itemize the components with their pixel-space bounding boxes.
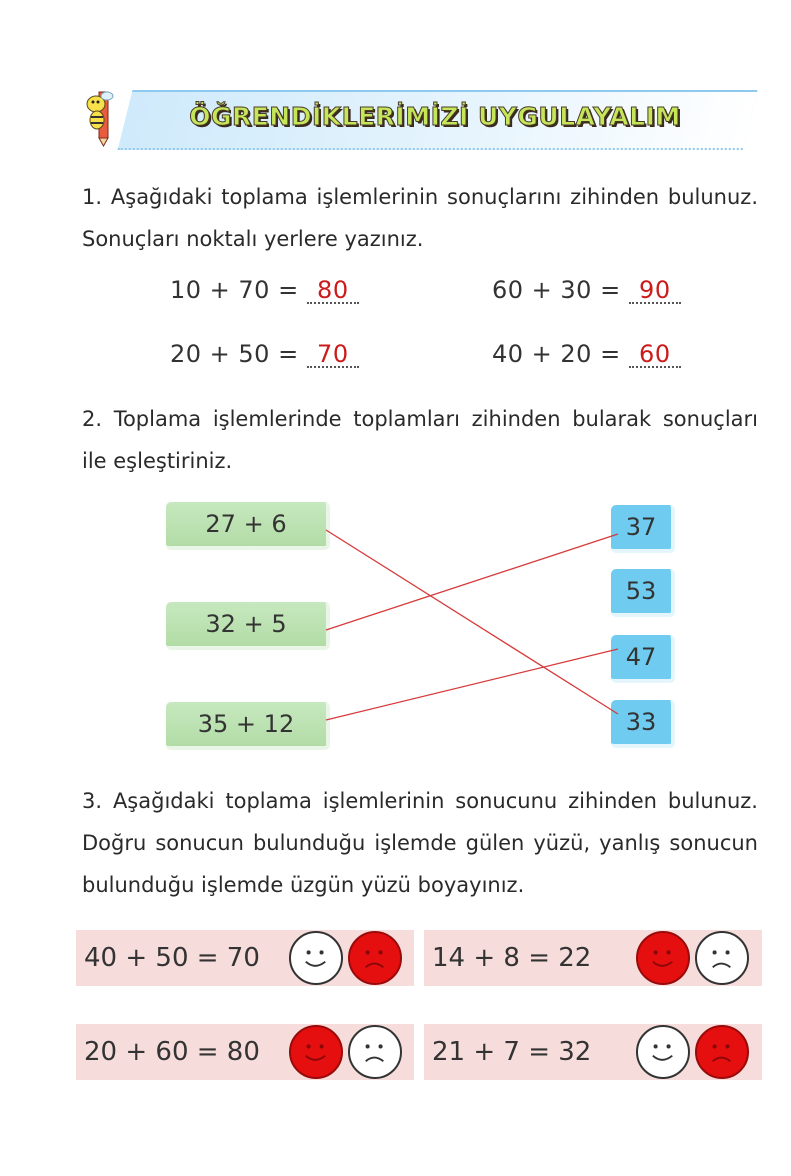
q1-item-expr: 40 + 20 = xyxy=(492,340,621,368)
smiley-face-icon[interactable] xyxy=(289,931,343,985)
smiley-face-icon[interactable] xyxy=(636,1025,690,1079)
q2-left-box-1[interactable]: 27 + 6 xyxy=(166,502,330,550)
smiley-face-icon[interactable] xyxy=(289,1025,343,1079)
match-line-32-5-to-37 xyxy=(326,534,618,630)
sad-face-icon[interactable] xyxy=(348,931,402,985)
q2-right-box-2[interactable]: 53 xyxy=(611,569,675,617)
sad-face-icon[interactable] xyxy=(695,931,749,985)
q1-item-answer[interactable]: 70 xyxy=(307,342,359,368)
q1-item-expr: 10 + 70 = xyxy=(170,276,299,304)
q1-item-expr: 60 + 30 = xyxy=(492,276,621,304)
match-line-27-6-to-33 xyxy=(326,530,618,714)
q3-item-expr: 21 + 7 = 32 xyxy=(432,1037,592,1067)
q2-left-box-2[interactable]: 32 + 5 xyxy=(166,602,330,650)
q3-item-expr: 20 + 60 = 80 xyxy=(84,1037,260,1067)
q1-item-expr: 20 + 50 = xyxy=(170,340,299,368)
question-1-text: 1. Aşağıdaki toplama işlemlerinin sonuçlarını zihinden bulunuz. Sonuçları noktalı yerlere yazınız. xyxy=(82,185,758,251)
bee-pencil-icon xyxy=(85,86,125,148)
q1-item-2 xyxy=(492,276,681,304)
q1-item-3 xyxy=(170,340,359,368)
sad-face-icon[interactable] xyxy=(695,1025,749,1079)
question-3-text: 3. Aşağıdaki toplama işlemlerinin sonucunu zihinden bulunuz. Doğru sonucun bulunduğu işlemde gülen yüzü, yanlış sonucun bulunduğu işlemde üzgün yüzü boyayınız. xyxy=(82,789,758,897)
q1-item-4 xyxy=(492,340,681,368)
sad-face-icon[interactable] xyxy=(348,1025,402,1079)
q3-item-expr: 14 + 8 = 22 xyxy=(432,943,592,973)
question-2-text: 2. Toplama işlemlerinde toplamları zihinden bularak sonuçları ile eşleştiriniz. xyxy=(82,407,758,473)
q1-item-answer[interactable]: 60 xyxy=(629,342,681,368)
q1-item-1 xyxy=(170,276,359,304)
q1-item-answer[interactable]: 80 xyxy=(307,278,359,304)
q2-right-box-4[interactable]: 33 xyxy=(611,700,675,748)
section-banner xyxy=(85,86,753,146)
page-title: ÖĞRENDİKLERİMİZİ UYGULAYALIM xyxy=(189,102,681,131)
q2-right-box-3[interactable]: 47 xyxy=(611,635,675,683)
q3-item-expr: 40 + 50 = 70 xyxy=(84,943,260,973)
match-line-35-12-to-47 xyxy=(326,649,618,720)
q1-item-answer[interactable]: 90 xyxy=(629,278,681,304)
smiley-face-icon[interactable] xyxy=(636,931,690,985)
q2-right-box-1[interactable]: 37 xyxy=(611,505,675,553)
q2-left-box-3[interactable]: 35 + 12 xyxy=(166,702,330,750)
